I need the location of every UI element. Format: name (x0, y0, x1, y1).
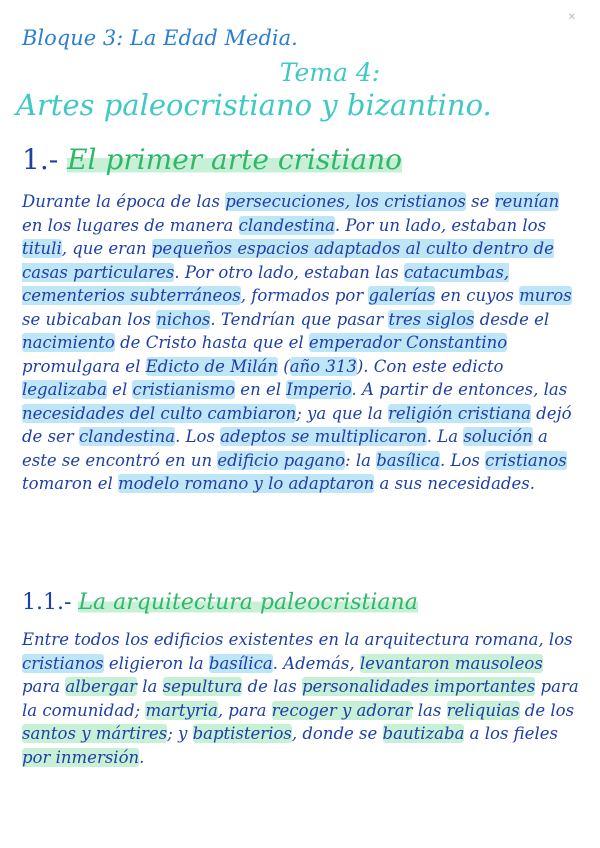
text-run: se (465, 192, 495, 211)
text-run: las (412, 700, 447, 720)
text-run: tomaron el (22, 474, 119, 493)
section-2-title: La arquitectura paleocristiana (78, 590, 418, 615)
corner-mark: ✕ (567, 12, 576, 23)
highlighted-term: nacimiento (22, 333, 115, 352)
text-run: para (22, 677, 66, 696)
topic-number: Tema 4: (279, 58, 381, 87)
highlighted-term: por inmersión (22, 747, 140, 767)
text-run: ( (278, 356, 290, 376)
highlighted-term: catacumbas, cementerios subterráneos (22, 262, 510, 305)
highlighted-term: persecuciones, los cristianos (225, 192, 466, 211)
highlighted-term: cristianos (485, 450, 567, 470)
highlighted-term: basílica (208, 653, 273, 673)
highlighted-term: reliquias (446, 700, 520, 720)
highlighted-term: levantaron mausoleos (359, 653, 543, 673)
highlighted-term: baptisterios (192, 724, 292, 743)
highlighted-term: edificio pagano (217, 450, 346, 470)
text-run: . Tendrían que pasar (210, 309, 389, 329)
text-run: el (106, 380, 133, 399)
highlighted-term: clandestina (78, 427, 176, 446)
text-run: la (137, 677, 163, 696)
text-run: en el (235, 380, 287, 399)
highlighted-term: religión cristiana (388, 403, 531, 423)
highlighted-term: legalizaba (22, 380, 107, 399)
text-run: ). Con este edicto (356, 356, 504, 376)
text-run: . Los (175, 427, 221, 446)
highlighted-term: nichos (156, 309, 211, 329)
section-1-number: 1.- (22, 143, 59, 176)
highlighted-term: necesidades del culto cambiaron (22, 403, 297, 423)
text-run: de los (519, 700, 575, 720)
text-run: Durante la época de las (22, 192, 226, 211)
text-run: , formados por (240, 286, 369, 305)
highlighted-term: recoger y adorar (271, 700, 413, 720)
highlighted-term: cristianos (22, 653, 104, 673)
highlighted-term: galerías (368, 286, 436, 305)
text-run: : la (345, 450, 377, 470)
section-1-paragraph (22, 190, 584, 496)
section-1-heading (22, 143, 402, 176)
text-run: a los fieles (464, 724, 558, 743)
text-run: . Por otro lado, estaban las (174, 262, 404, 282)
text-run: . (139, 747, 145, 767)
text-run: . A partir de entonces, las (351, 380, 568, 399)
highlighted-term: Imperio (286, 380, 352, 399)
text-run: dejó de ser (22, 403, 572, 446)
section-2-number: 1.1.- (22, 590, 72, 615)
text-run: se ubicaban los (22, 309, 157, 329)
highlighted-term: santos y mártires (22, 724, 168, 743)
section-2-paragraph (22, 628, 584, 769)
topic-title: Artes paleocristiano y bizantino. (16, 88, 492, 122)
highlighted-term: modelo romano y lo adaptaron (118, 474, 375, 493)
text-run: . La (426, 427, 464, 446)
text-run: en cuyos (435, 286, 520, 305)
text-run: . Por un lado, estaban los (334, 215, 547, 235)
highlighted-term: adeptos se multiplicaron (220, 427, 427, 446)
text-run: a sus necesidades. (374, 474, 535, 493)
text-run: ; ya que la (296, 403, 388, 423)
section-1-title: El primer arte cristiano (67, 143, 403, 176)
highlighted-term: pequeños espacios adaptados al culto dentro de casas particulares (22, 239, 554, 282)
highlighted-term: solución (463, 427, 533, 446)
block-heading: Bloque 3: La Edad Media. (22, 26, 298, 50)
highlighted-term: Edicto de Milán (145, 356, 279, 376)
highlighted-term: albergar (65, 677, 137, 696)
text-run: Entre todos los edificios existentes en la arquitectura romana, los (22, 630, 573, 649)
highlighted-term: personalidades importantes (301, 677, 536, 696)
highlighted-term: basílica (376, 450, 440, 470)
highlighted-term: reunían (494, 192, 560, 211)
text-run: de las (242, 677, 302, 696)
highlighted-term: tituli (22, 239, 62, 258)
highlighted-term: cristianismo (132, 380, 236, 399)
text-run: ; y (167, 724, 193, 743)
highlighted-term: martyria (145, 700, 218, 720)
text-run: , para (217, 700, 272, 720)
text-run: a este se encontró en un (22, 427, 548, 470)
highlighted-term: bautizaba (382, 724, 465, 743)
highlighted-term: sepultura (162, 677, 243, 696)
text-run: . Los (440, 450, 486, 470)
text-run: , donde se (291, 724, 383, 743)
highlighted-term: año 313 (289, 356, 357, 376)
text-run: , que eran (61, 239, 152, 258)
text-run: para la comunidad; (22, 677, 579, 720)
text-run: eligieron la (103, 653, 209, 673)
highlighted-term: tres siglos (388, 309, 475, 329)
text-run: de Cristo hasta que el (114, 333, 309, 352)
text-run: en los lugares de manera (22, 215, 239, 235)
highlighted-term: emperador Constantino (308, 333, 508, 352)
highlighted-term: muros (519, 286, 572, 305)
text-run: promulgara el (22, 356, 146, 376)
section-2-heading (22, 590, 418, 615)
text-run: . Además, (272, 653, 360, 673)
text-run: desde el (474, 309, 550, 329)
highlighted-term: clandestina (238, 215, 335, 235)
